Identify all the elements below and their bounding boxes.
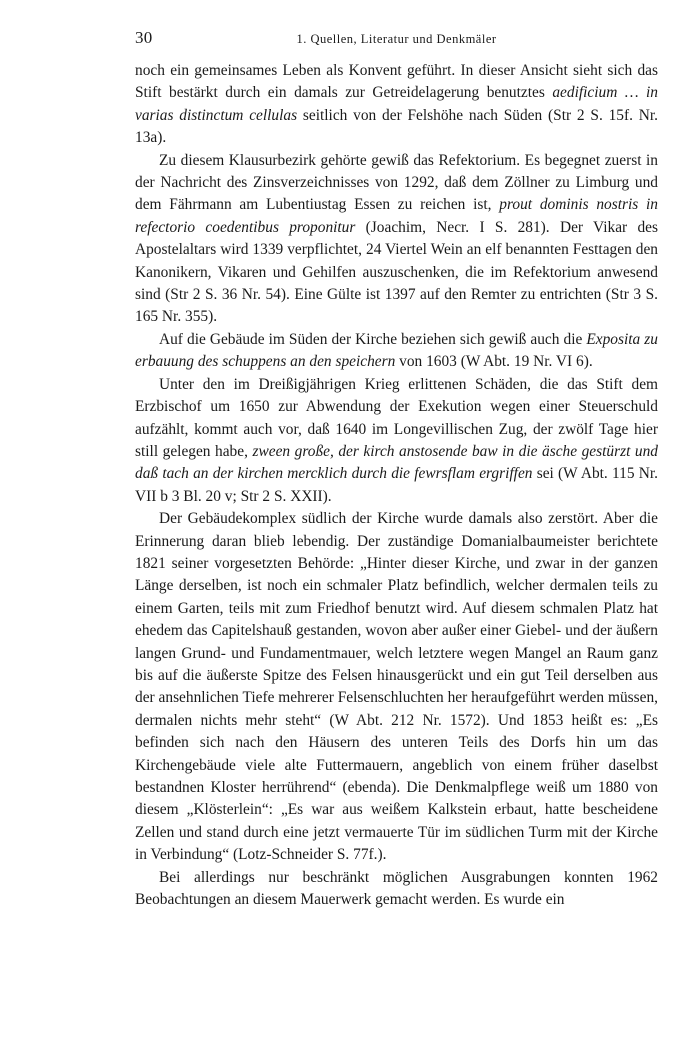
paragraph-text: von 1603 (W Abt. 19 Nr. VI 6).: [395, 353, 593, 371]
paragraph-text: seitlich von der Felshöhe nach Süden (Str 2 S. 15f. Nr. 13a).: [135, 106, 659, 147]
paragraph-text: Auf die Gebäude im Süden der Kirche beziehen sich gewiß auch die: [159, 330, 587, 348]
paragraph-text: Der Gebäudekomplex südlich der Kirche wurde damals also zerstört. Aber die Erinnerung daran blieb lebendig. Der zuständige Domanialbaumeister berichtete 1821 seiner vorgesetzten Behörde: „Hinter dieser Kirche, und zwar in der ganzen Länge derselben, ist noch ein schmaler Platz befindlich, welcher dermalen teils zu einem Garten, teils mit zum Friedhof benutzt wird. Auf diesem schmalen Platz hat ehedem das Capitelshauß gestanden, wovon aber außer einer Giebel- und der äußern langen Grund- und Fundamentmauer, welch letztere wegen Mangel an Raum ganz bis auf die äußerste Spitze des Felsen hinausgerückt und ein gut Teil derselben aus der ansehnlichen Tiefe mehrerer Felsenschluchten her heraufgeführt werden müssen, dermalen nichts mehr steht“ (W Abt. 212 Nr. 1572). Und 1853 heißt es: „Es befinden sich nach den Häusern des unteren Teils des Dorfs hin um das Kirchengebäude viele alte Futtermauern, angeblich von einem früher daselbst bestandnen Kloster herrührend“ (ebenda). Die Denkmalpflege weiß um 1880 von diesem „Klösterlein“: „Es war aus weißem Kalkstein erbaut, hatte bescheidene Zellen und stand durch eine jetzt vermauerte Tür im südlichen Turm mit der Kirche in Verbindung“ (Lotz-Schneider S. 77f.).: [135, 510, 658, 864]
paragraph: [135, 150, 658, 329]
body-text: [135, 60, 658, 911]
paragraph: [135, 374, 658, 508]
running-head: 1. Quellen, Literatur und Denkmäler: [296, 32, 497, 46]
paragraph-text: Zu diesem Klausurbezirk gehörte gewiß das Refektorium. Es begegnet zuerst in der Nachricht des Zinsverzeichnisses von 1292, daß dem Zöllner zu Limburg und dem Fährmann am Lubentiustag Essen zu reichen ist,: [135, 151, 658, 214]
page-number: 30: [135, 28, 153, 47]
latin-quotation: prout dominis nostris in refectorio coedentibus proponitur: [135, 196, 658, 236]
paragraph: [135, 867, 658, 912]
paragraph-text: noch ein gemeinsames Leben als Konvent geführt. In dieser Ansicht sieht sich das Stift bestärkt durch ein damals zur Getreidelagerung benutztes: [135, 62, 658, 102]
paragraph: [135, 329, 658, 374]
latin-quotation: zween große, der kirch anstosende baw in die äsche gestürzt und daß tach an der kirchen mercklich durch die fewrsflam ergriffen: [135, 442, 658, 483]
page-header: [135, 28, 658, 50]
latin-quotation: Exposita zu erbauung des schuppens an den speichern: [135, 330, 658, 371]
paragraph: [135, 60, 658, 150]
latin-quotation: aedificium … in varias distinctum cellulas: [135, 84, 658, 124]
paragraph-text: Unter den im Dreißigjährigen Krieg erlittenen Schäden, die das Stift dem Erzbischof um 1650 zur Abwendung der Exekution wegen einer Steuerschuld aufzählt, kommt auch vor, daß 1640 im Longevillischen Zug, der zwölf Tage hier still gelegen habe,: [135, 375, 658, 460]
paragraph: [135, 508, 658, 867]
paragraph-text: Bei allerdings nur beschränkt möglichen Ausgrabungen konnten 1962 Beobachtungen an diesem Mauerwerk gemacht werden. Es wurde ein: [135, 868, 658, 909]
paragraph-text: (Joachim, Necr. I S. 281). Der Vikar des Apostelaltars wird 1339 verpflichtet, 24 Viertel Wein an elf benannten Festtagen den Kanonikern, Vikaren und Gehilfen auszuschenken, die im Refektorium anwesend sind (Str 2 S. 36 Nr. 54). Eine Gülte ist 1397 auf den Remter zu entrichten (Str 3 S. 165 Nr. 355).: [135, 218, 658, 326]
paragraph-text: sei (W Abt. 115 Nr. VII b 3 Bl. 20 v; Str 2 S. XXII).: [135, 465, 658, 505]
